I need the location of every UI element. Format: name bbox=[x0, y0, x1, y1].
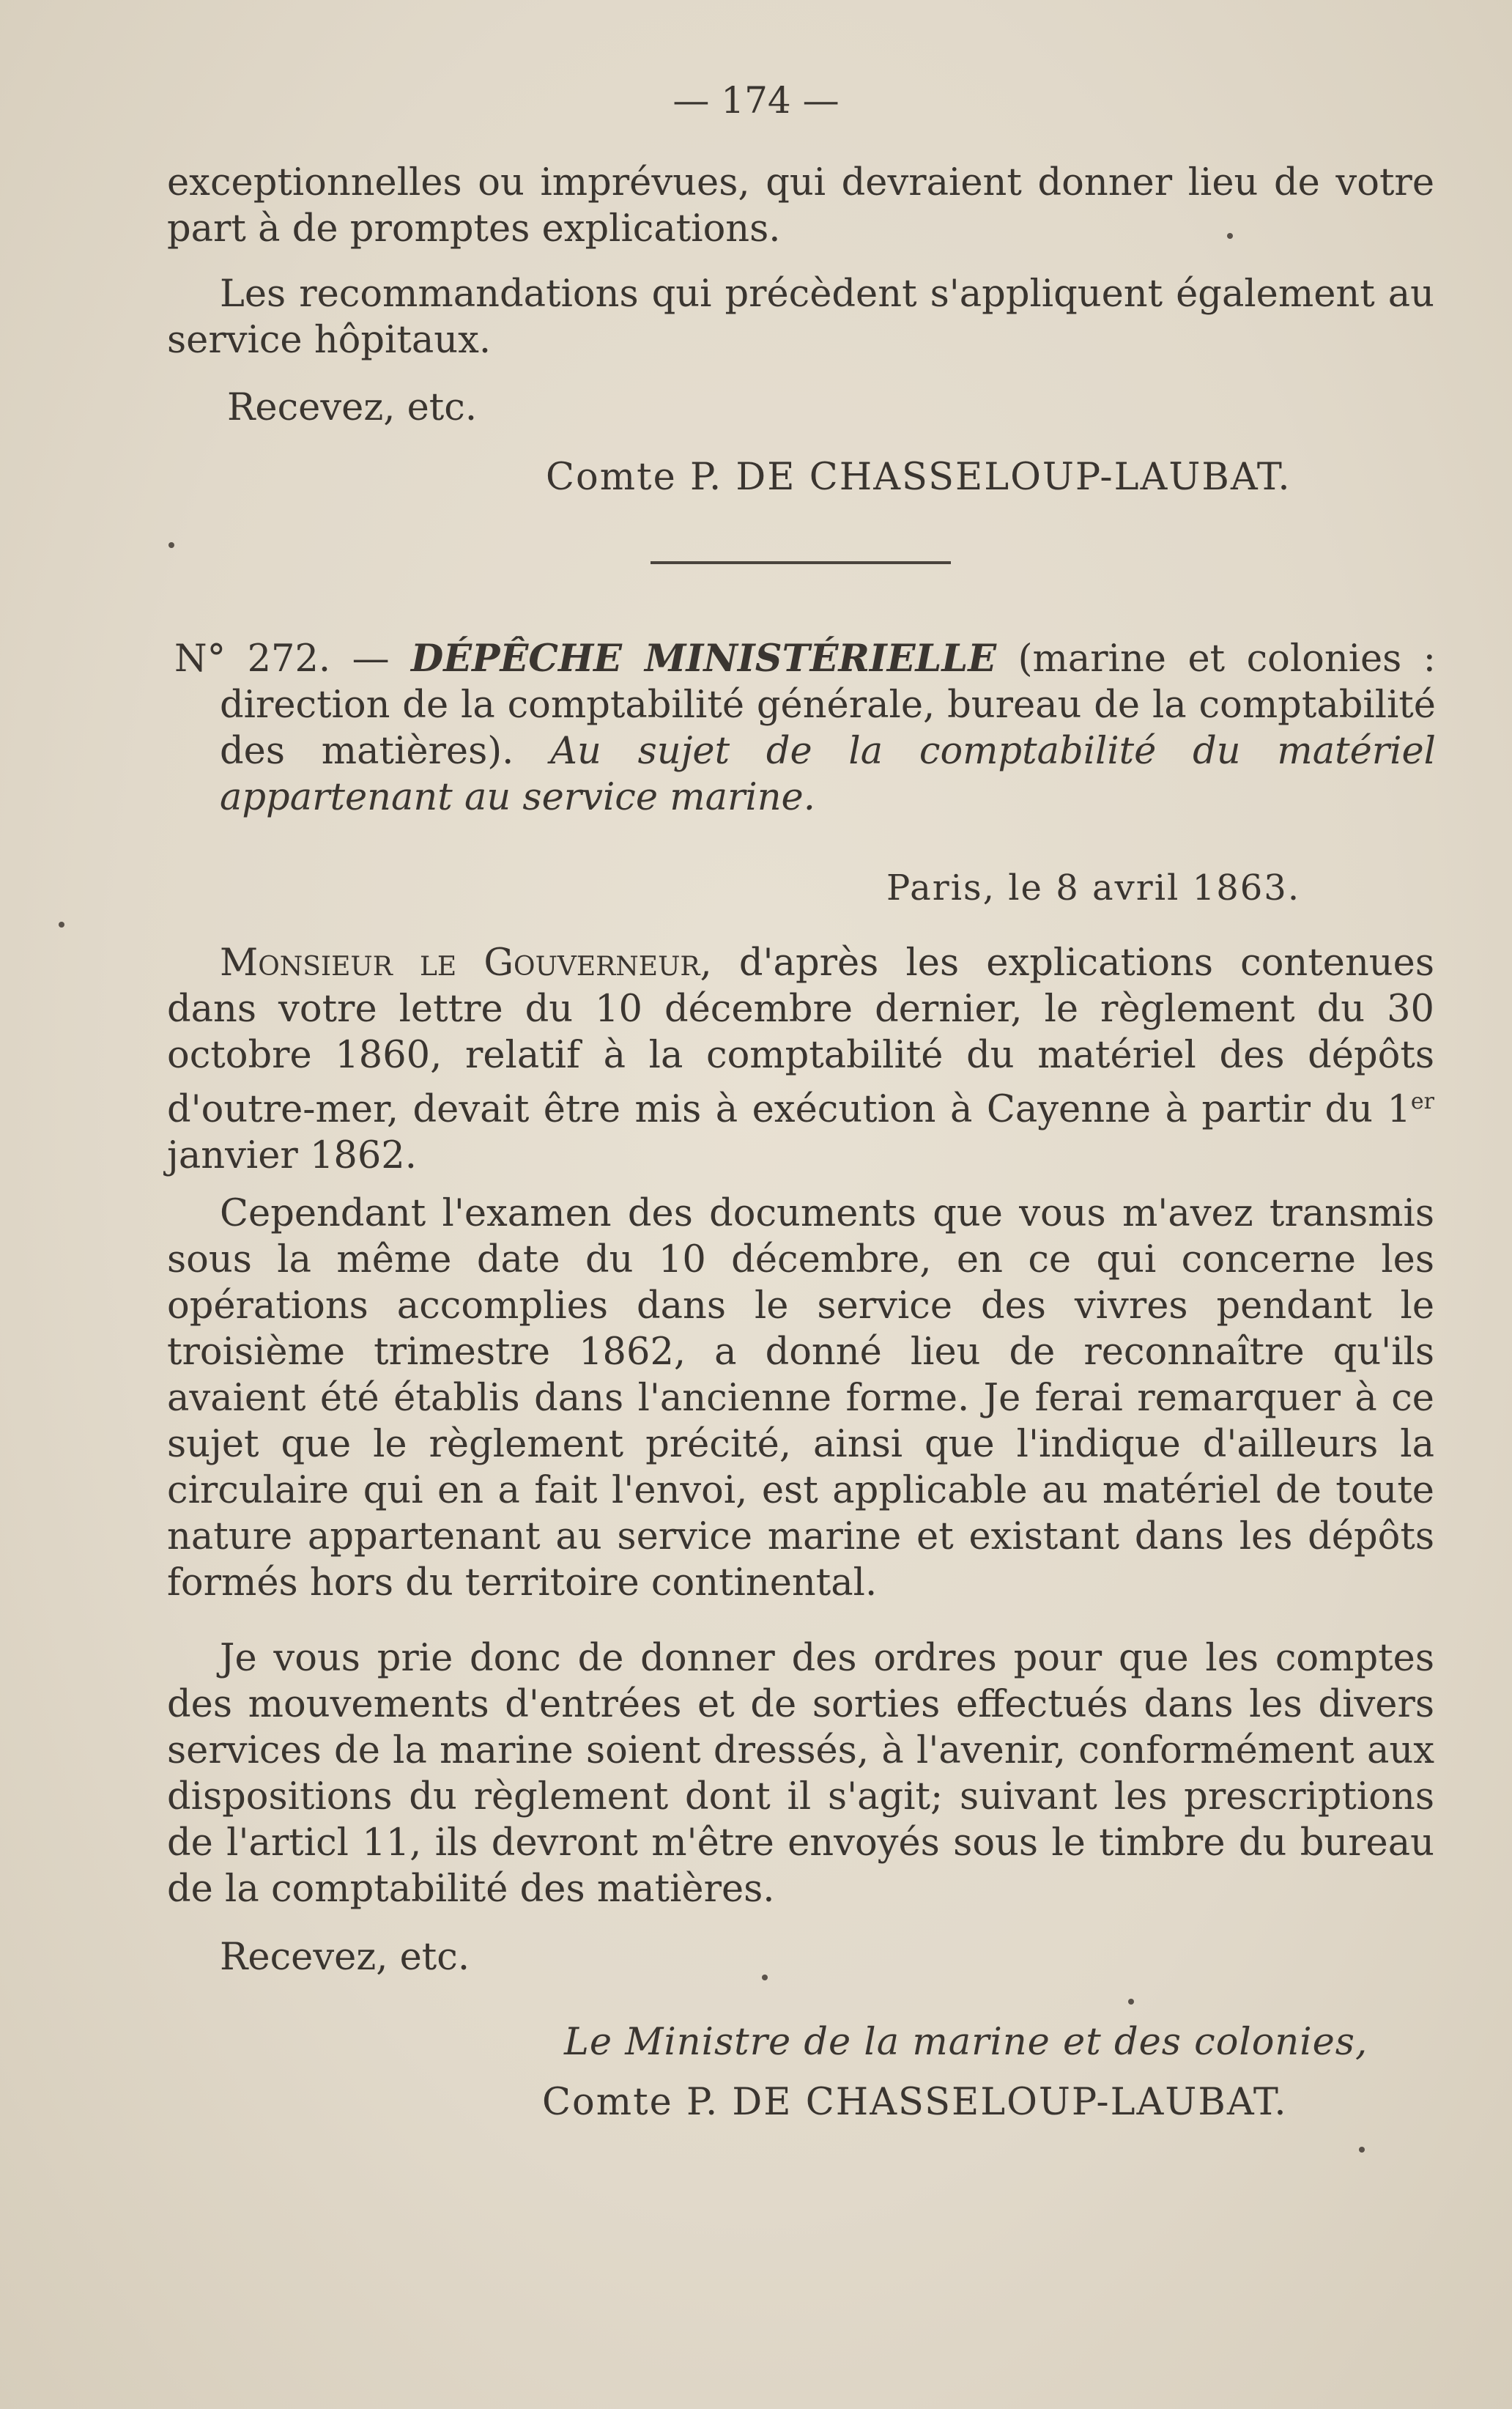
salutation: Monsieur le Gouverneur, bbox=[220, 941, 712, 985]
dispatch-date: Paris, le 8 avril 1863. bbox=[886, 867, 1301, 909]
body1-text: d'après les explications contenues dans votre lettre du 10 décembre dernier, le règlement du 30 octobre 1860, relatif à la comptabilité du matériel des dépôts d'outre-mer, devait être mis à exécution à Cayenne à partir du bbox=[167, 941, 1434, 1131]
signature-chasseloup-1: Comte P. DE CHASSELOUP-LAUBAT. bbox=[546, 456, 1292, 499]
dispatch-subtitle: (marine et colonies : direction de la comptabilité générale, bureau de la comptabilité des matières). bbox=[220, 637, 1436, 773]
body-para-3 bbox=[167, 1635, 1434, 1912]
closing-recevez-2: Recevez, etc. bbox=[220, 1936, 470, 1979]
body3-text: Je vous prie donc de donner des ordres pour que les comptes des mouvements d'entrées et de sorties effectués dans les divers services de la marine soient dressés, à l'avenir, conformément aux dispositions du règlement dont il s'agit; suivant les prescriptions de l'articl 11, ils devront m'être envoyés sous le timbre du bureau de la comptabilité des matières. bbox=[167, 1637, 1434, 1911]
paper-speck bbox=[1128, 1999, 1134, 2005]
section-divider bbox=[651, 561, 951, 564]
closing-recevez-1: Recevez, etc. bbox=[227, 386, 478, 429]
paper-speck bbox=[1359, 2147, 1365, 2153]
body1-end: janvier 1862. bbox=[167, 1134, 417, 1177]
paper-speck bbox=[762, 1975, 768, 1980]
paper-speck bbox=[59, 922, 64, 928]
para-recommandations-block bbox=[167, 271, 1434, 363]
para-exceptionnelles: exceptionnelles ou imprévues, qui devraient donner lieu de votre part à de promptes explications. bbox=[167, 161, 1434, 251]
page-number: — 174 — bbox=[672, 79, 840, 122]
body2-text: Cependant l'examen des documents que vous m'avez transmis sous la même date du 10 décembre, en ce qui concerne les opérations accomplies dans le service des vivres pendant le troisième trimestre 1862, a donné lieu de reconnaître qu'ils avaient été établis dans l'ancienne forme. Je ferai remarquer à ce sujet que le règlement précité, ainsi que l'indique d'ailleurs la circulaire qui en a fait l'envoi, est applicable au matériel de toute nature appartenant au service marine et existant dans les dépôts formés hors du territoire continental. bbox=[167, 1192, 1434, 1605]
dispatch-heading bbox=[174, 636, 1436, 821]
para-recommandations: Les recommandations qui précèdent s'appliquent également au service hôpitaux. bbox=[167, 273, 1434, 362]
para-continuation bbox=[167, 160, 1434, 252]
dispatch-subject: Au sujet de la comptabilité du matériel appartenant au service marine. bbox=[220, 730, 1436, 819]
dispatch-dash: — bbox=[352, 637, 390, 681]
dispatch-number: N° 272. bbox=[174, 637, 331, 681]
signature-chasseloup-2: Comte P. DE CHASSELOUP-LAUBAT. bbox=[542, 2081, 1288, 2124]
body1-ordinal: 1 bbox=[1387, 1088, 1411, 1131]
body1-ordinal-sup: er bbox=[1410, 1089, 1434, 1114]
body-para-1 bbox=[167, 940, 1434, 1179]
minister-title: Le Ministre de la marine et des colonies, bbox=[564, 2021, 1368, 2064]
dispatch-title: DÉPÊCHE MINISTÉRIELLE bbox=[411, 637, 997, 681]
body-para-2 bbox=[167, 1191, 1434, 1606]
paper-speck bbox=[1227, 233, 1233, 239]
paper-speck bbox=[168, 542, 174, 548]
